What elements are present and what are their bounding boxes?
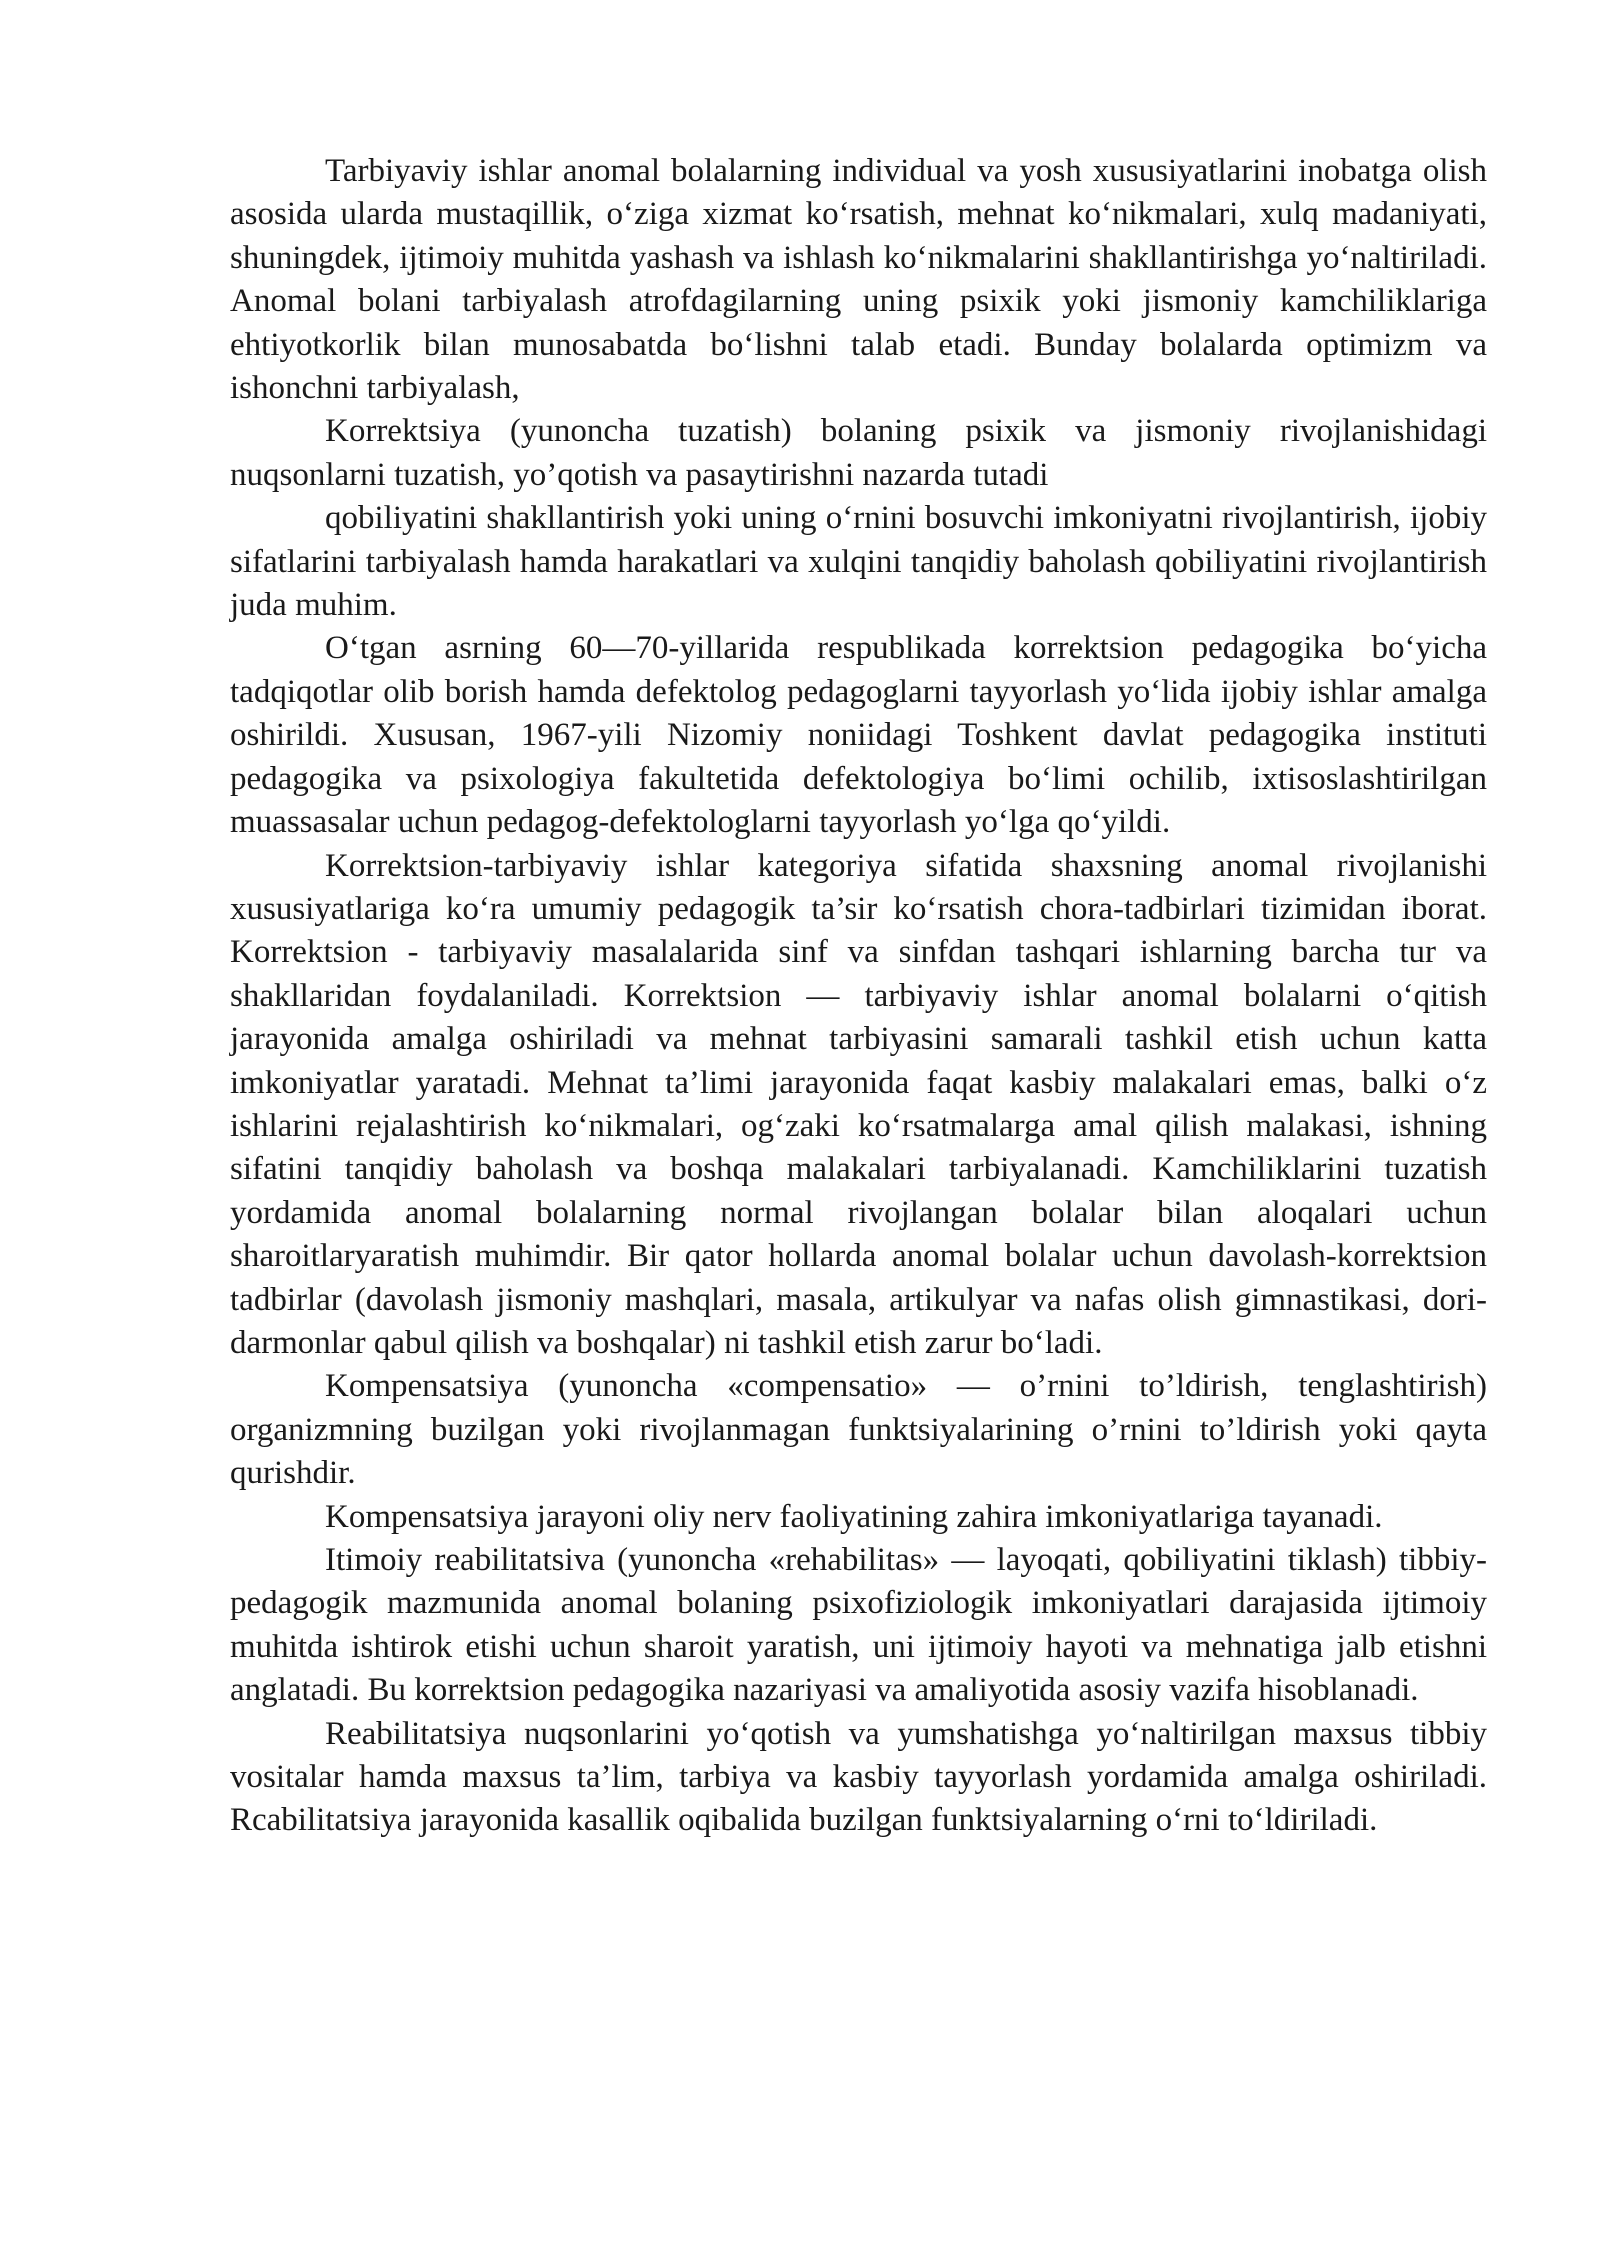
paragraph-tarbiyaviy-ishlar: Tarbiyaviy ishlar anomal bolalarning individual va yosh xususiyatlarini inobatga olish asosida ularda mustaqillik, o‘ziga xizmat ko‘rsatish, mehnat ko‘nikmalari, xulq madaniyati, shuningdek, ijtimoiy muhitda yashash va ishlash ko‘nikmalarini shakllantirishga yo‘naltiriladi. Anomal bolani tarbiyalash atrofdagilarning uning psixik yoki jismoniy kamchiliklariga ehtiyotkorlik bilan munosabatda bo‘lishni talab etadi. Bunday bolalarda optimizm va ishonchni tarbiyalash, [230,153,1487,407]
document-page [230,150,1487,1843]
paragraph-qobiliyatini: qobiliyatini shakllantirish yoki uning o‘rnini bosuvchi imkoniyatni rivojlantirish, ijobiy sifatlarini tarbiyalash hamda harakatlari va xulqini tanqidiy baholash qobiliyatini rivojlantirish juda muhim. [230,500,1487,624]
paragraph-korrektsiya-definition: Korrektsiya (yunoncha tuzatish) bolaning psixik va jismoniy rivojlanishidagi nuqsonlarni tuzatish, yo’qotish va pasaytirishni nazarda tutadi [230,413,1487,493]
paragraph-history: O‘tgan asrning 60—70-yillarida respublikada korrektsion pedagogika bo‘yicha tadqiqotlar olib borish hamda defektolog pedagoglarni tayyorlash yo‘lida ijobiy ishlar amalga oshirildi. Xususan, 1967-yili Nizomiy noniidagi Toshkent davlat pedagogika instituti pedagogika va psixologiya fakultetida defektologiya bo‘limi ochilib, ixtisoslashtirilgan muassasalar uchun pedagog-defektologlarni tayyorlash yo‘lga qo‘yildi. [230,630,1487,841]
paragraph-korrektsion-tarbiyaviy: Korrektsion-tarbiyaviy ishlar kategoriya sifatida shaxsning anomal rivojlanishi xususiyatlariga ko‘ra umumiy pedagogik ta’sir ko‘rsatish chora-tadbirlari tizimidan iborat. Korrektsion - tarbiyaviy masalalarida sinf va sinfdan tashqari ishlarning barcha tur va shakllaridan foydalaniladi. Korrektsion — tarbiyaviy ishlar anomal bolalarni o‘qitish jarayonida amalga oshiriladi va mehnat tarbiyasini samarali tashkil etish uchun katta imkoniyatlar yaratadi. Mehnat ta’limi jarayonida faqat kasbiy malakalari emas, balki o‘z ishlarini rejalashtirish ko‘nikmalari, og‘zaki ko‘rsatmalarga amal qilish malakasi, ishning sifatini tanqidiy baholash va boshqa malakalari tarbiyalanadi. Kamchiliklarini tuzatish yordamida anomal bolalarning normal rivojlangan bolalar bilan aloqalari uchun sharoitlaryaratish muhimdir. Bir qator hollarda anomal bolalar uchun davolash-korrektsion tadbirlar (davolash jismoniy mashqlari, masala, artikulyar va nafas olish gimnastikasi, dori-darmonlar qabul qilish va boshqalar) ni tashkil etish zarur bo‘ladi. [230,847,1487,1361]
paragraph-kompensatsiya-jarayoni: Kompensatsiya jarayoni oliy nerv faoliyatining zahira imkoniyatlariga tayanadi. [325,1498,1383,1535]
paragraph-reabilitatsiya: Reabilitatsiya nuqsonlarini yo‘qotish va yumshatishga yo‘naltirilgan maxsus tibbiy vositalar hamda maxsus ta’lim, tarbiya va kasbiy tayyorlash yordamida amalga oshiriladi. Rcabilitatsiya jarayonida kasallik oqibalida buzilgan funktsiyalarning o‘rni to‘ldiriladi. [230,1715,1487,1839]
paragraph-kompensatsiya-definition: Kompensatsiya (yunoncha «compensatio» — o’rnini to’ldirish, tenglashtirish) organizmning buzilgan yoki rivojlanmagan funktsiyalarining o’rnini to’ldirish yoki qayta qurishdir. [230,1368,1487,1492]
paragraph-ijtimoiy-reabilitatsiya: Itimoiy reabilitatsiva (yunoncha «rehabilitas» — layoqati, qobiliyatini tiklash) tibbiy-pedagogik mazmunida anomal bolaning psixofiziologik imkoniyatlari darajasida ijtimoiy muhitda ishtirok etishi uchun sharoit yaratish, uni ijtimoiy hayoti va mehnatiga jalb etishni anglatadi. Bu korrektsion pedagogika nazariyasi va amaliyotida asosiy vazifa hisoblanadi. [230,1542,1487,1709]
